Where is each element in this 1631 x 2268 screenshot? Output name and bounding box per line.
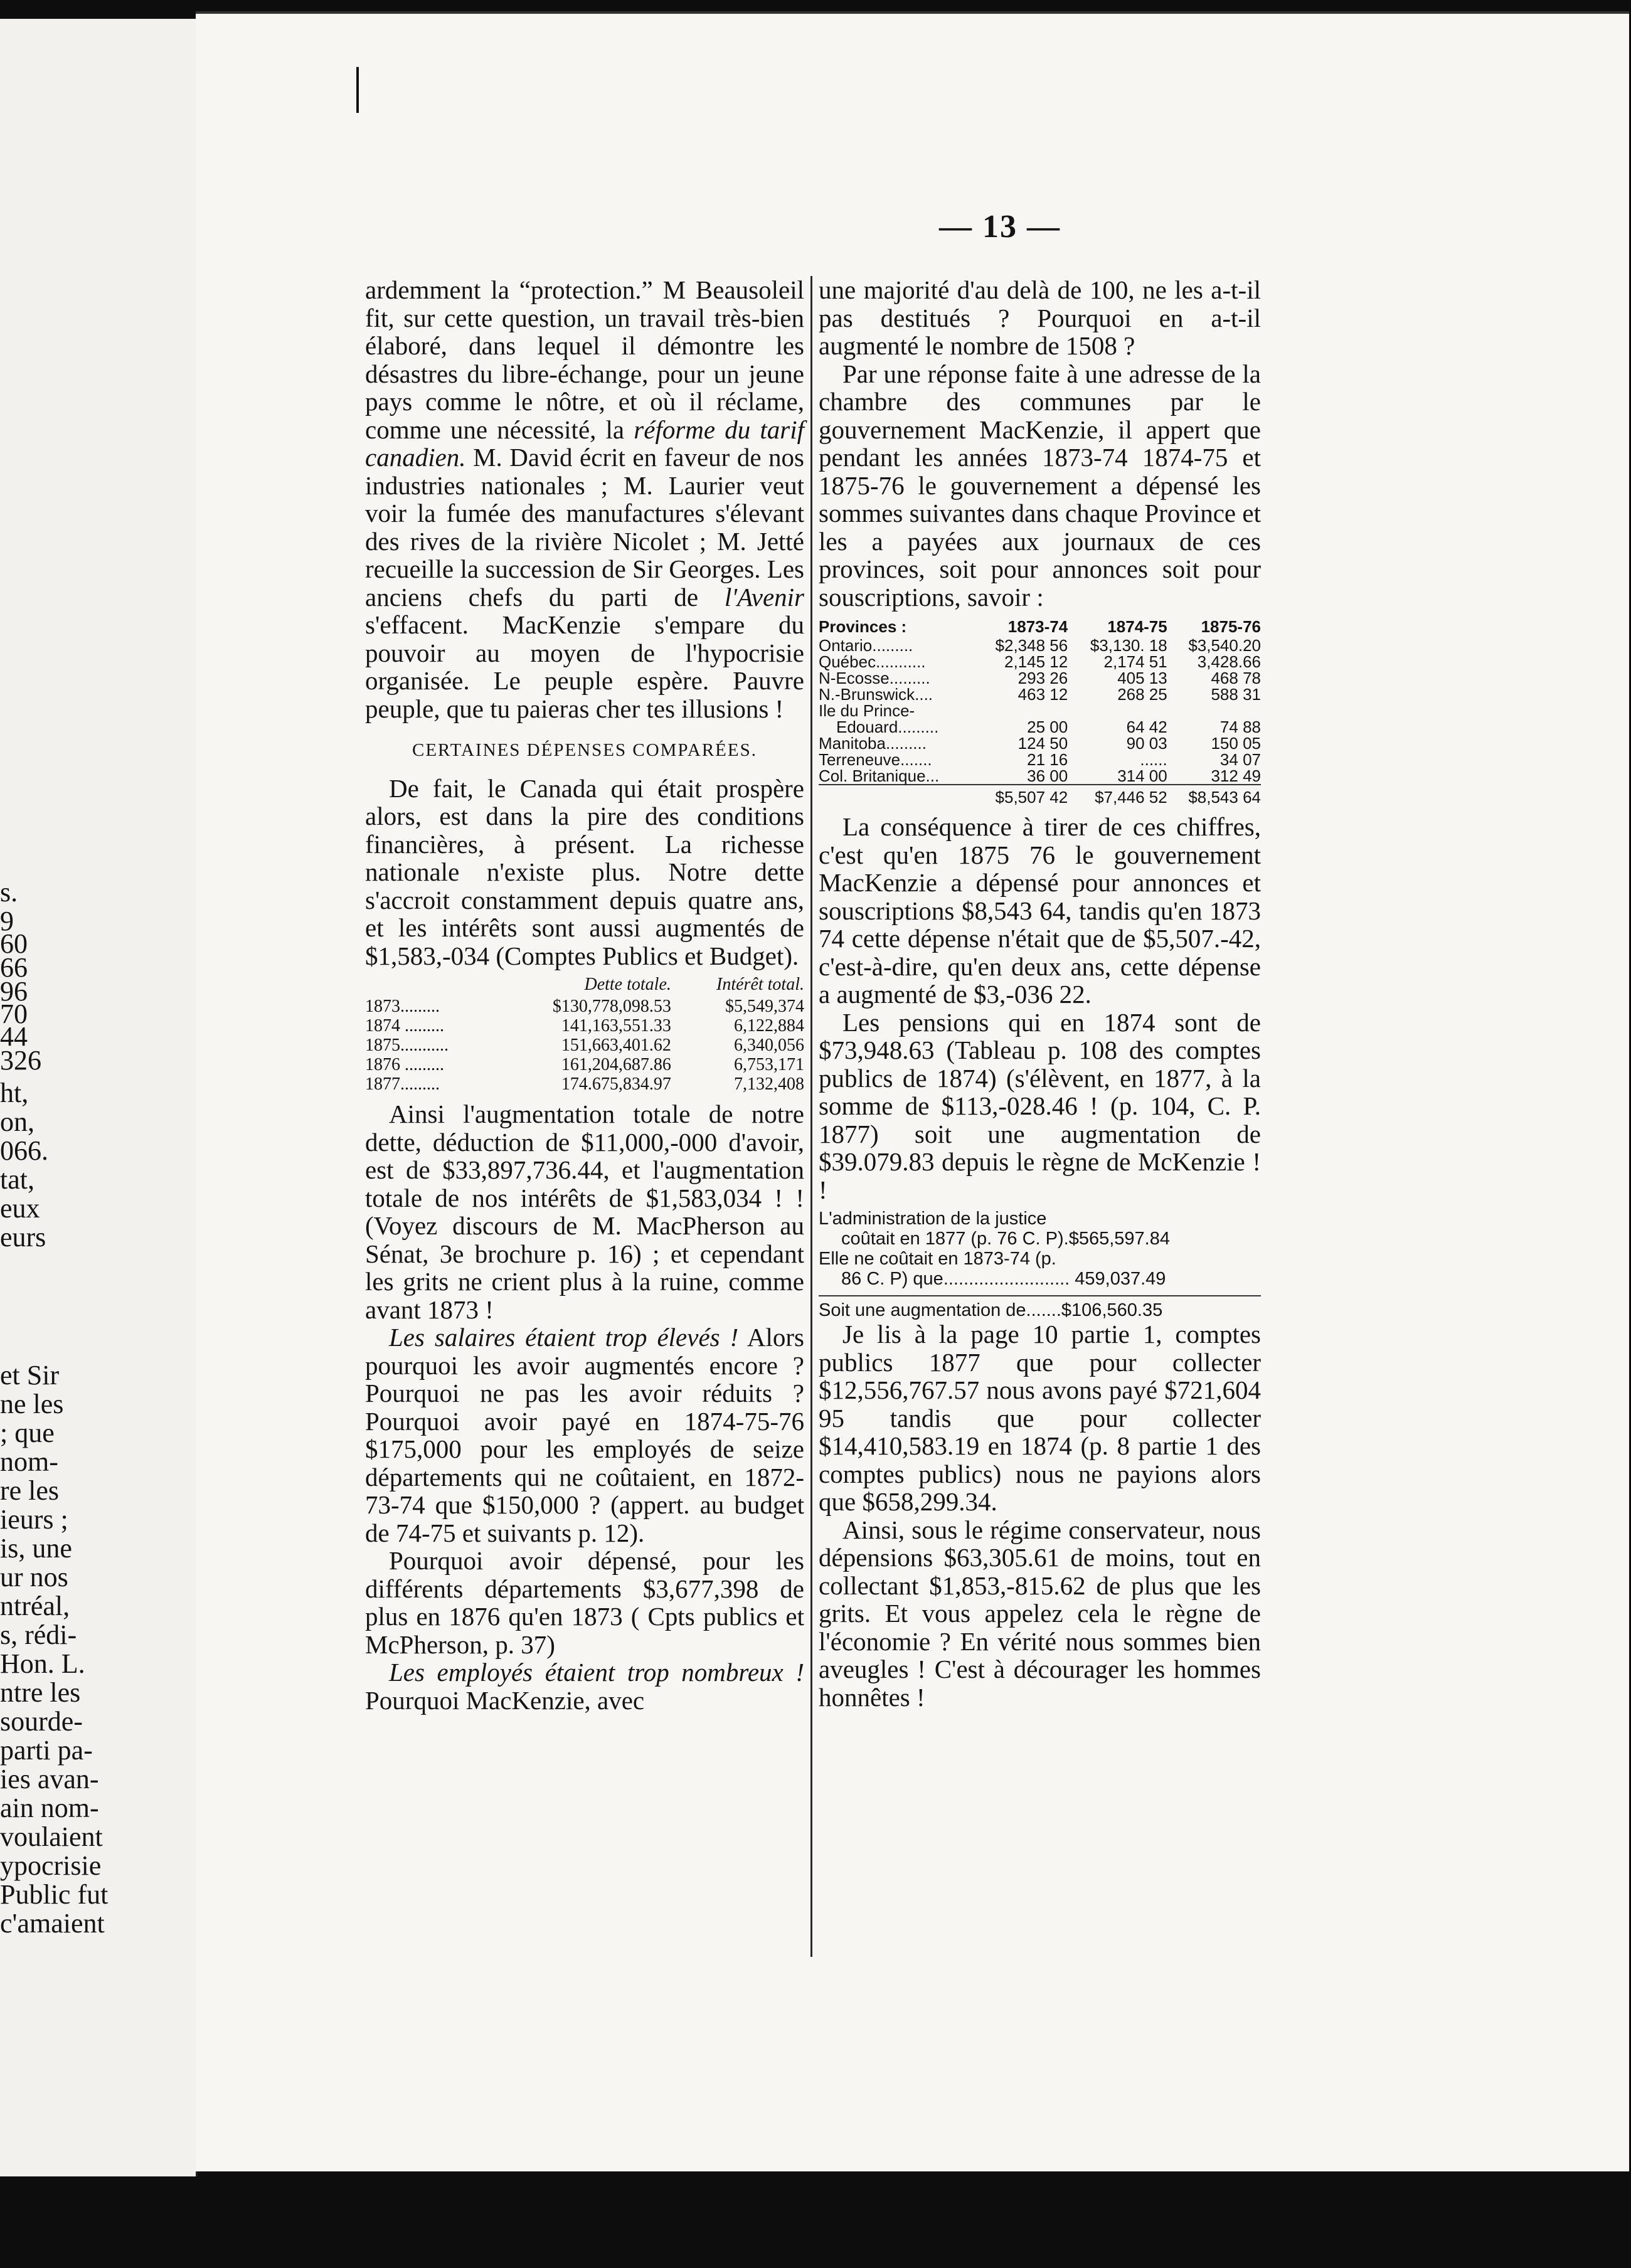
paragraph-text: Pourquoi MacKenzie, avec — [365, 1685, 645, 1715]
paragraph: La conséquence à tirer de ces chiffres, c'est qu'en 1875 76 le gouvernement MacKenzie a dépensé pour annonces et souscriptions $8,543 64, tandis qu'en 1873 74 cette dépense n'était que de $5,507.-42, c'est-à-dire, qu'en deux ans, cette dépense a augmenté de $3,-036 22. — [819, 812, 1261, 1009]
left-page-fragment: nom- — [0, 1446, 58, 1477]
left-page-fragment: parti pa- — [0, 1735, 93, 1766]
province-cell: Ile du Prince- — [819, 701, 915, 720]
amount-cell: 312 49 — [1211, 766, 1261, 785]
left-facing-page — [0, 19, 198, 2176]
table-row — [819, 637, 1261, 654]
left-page-fragment: eux — [0, 1193, 40, 1224]
total-cell: $5,507 42 — [974, 785, 1068, 805]
italic-text: Les salaires étaient trop élevés ! — [389, 1323, 739, 1352]
province-cell: Edouard......... — [836, 718, 939, 736]
amount-cell: $2,348 56 — [995, 636, 1068, 655]
table-row — [819, 751, 1261, 768]
column-header: Intérêt total. — [716, 975, 804, 994]
left-page-fragment: Public fut — [0, 1879, 109, 1910]
debt-table-header — [365, 975, 804, 997]
amount-cell: 268 25 — [1117, 685, 1167, 704]
year-cell: 1877......... — [365, 1074, 440, 1094]
summary-line: Soit une augmentation de.......$106,560.35 — [819, 1300, 1163, 1320]
left-page-fragment: Hon. L. — [0, 1648, 85, 1679]
amount-cell — [1167, 702, 1261, 719]
amount-cell: 2,174 51 — [1103, 652, 1167, 671]
paragraph: Ainsi l'augmentation totale de notre dette, déduction de $11,000,-000 d'avoir, est de $33,897,736.44, et l'augmentation totale de nos intérêts de $1,583,034 ! ! (Voyez discours de M. MacPherson au Sénat, 3e brochure p. 16) ; et cependant les grits ne crient plus à la ruine, comme avant 1873 ! — [365, 1100, 804, 1324]
amount-cell: 314 00 — [1117, 766, 1167, 785]
right-column — [819, 276, 1261, 1711]
provinces-table — [819, 618, 1261, 805]
left-page-fragment: 44 — [0, 1021, 28, 1052]
table-row — [365, 1036, 804, 1055]
column-header: Dette totale. — [584, 975, 671, 994]
paragraph-text: M. David écrit en faveur de nos industries nationales ; M. Laurier veut voir la fumée des manufactures s'élevant des rives de la rivière Nicolet ; M. Jetté recueille la succession de Sir Georges. Les anciens chefs du parti de — [365, 443, 804, 612]
paragraph: Par une réponse faite à une adresse de la chambre des communes par le gouvernement MacKenzie, il appert que pendant les années 1873-74 1874-75 et 1875-76 le gouvernement a dépensé les sommes suivantes dans chaque Province et les a payées aux journaux de ces provinces, soit pour annonces soit pour souscriptions, savoir : — [819, 359, 1261, 612]
amount-cell: 3,428.66 — [1197, 652, 1261, 671]
left-page-fragment: ieurs ; — [0, 1504, 68, 1535]
province-cell: N.-Brunswick.... — [819, 685, 933, 704]
paragraph — [365, 1658, 804, 1714]
left-page-fragment: ies avan- — [0, 1764, 99, 1794]
left-page-fragment: s, rédi- — [0, 1619, 77, 1650]
left-page-fragment: ; que — [0, 1417, 55, 1448]
interest-cell: 6,340,056 — [734, 1036, 804, 1055]
province-cell: N-Ecosse......... — [819, 669, 930, 687]
left-page-fragment: ain nom- — [0, 1793, 99, 1823]
table-row — [819, 702, 1261, 719]
table-row — [365, 1074, 804, 1094]
left-page-fragment: eurs — [0, 1222, 46, 1253]
provinces-table-header — [819, 618, 1261, 637]
paragraph: Ainsi, sous le régime conservateur, nous dépensions $63,305.61 de moins, tout en collectant $1,853,-815.62 de plus que les grits. Et vous appelez cela le règne de l'économie ? En vérité nous sommes bien aveugles ! C'est à décourager les hommes honnêtes ! — [819, 1515, 1261, 1712]
summary-line: coûtait en 1877 (p. 76 C. P).$565,597.84 — [841, 1229, 1170, 1249]
table-row — [819, 686, 1261, 702]
debt-cell: 141,163,551.33 — [561, 1016, 671, 1036]
book-page — [196, 11, 1629, 2171]
italic-text: l'Avenir — [724, 582, 804, 612]
amount-cell: 64 42 — [1126, 718, 1167, 736]
amount-cell: 463 12 — [1017, 685, 1068, 704]
debt-cell: 151,663,401.62 — [561, 1036, 671, 1055]
year-cell: 1876 ......... — [365, 1055, 444, 1074]
interest-cell: 6,753,171 — [734, 1055, 804, 1074]
province-cell: Québec........... — [819, 652, 926, 671]
column-header: 1873-74 — [1007, 617, 1068, 636]
province-cell: Terreneuve....... — [819, 750, 932, 769]
totals-label-cell — [819, 785, 974, 805]
amount-cell: $3,130. 18 — [1090, 636, 1167, 655]
paragraph: Les pensions qui en 1874 sont de $73,948.63 (Tableau p. 108 des comptes publics de 1874) (s'élèvent, en 1877, à la somme de $113,-028.46 ! (p. 104, C. P. 1877) soit une augmentation de $39.079.83 depuis le règne de McKenzie ! ! — [819, 1007, 1261, 1204]
amount-cell: 293 26 — [1017, 669, 1068, 687]
total-cell: $8,543 64 — [1167, 785, 1261, 805]
left-page-fragment: 70 — [0, 999, 28, 1029]
left-page-fragment: 66 — [0, 952, 28, 983]
left-page-fragment: 60 — [0, 928, 28, 959]
left-page-fragment: tat, — [0, 1164, 35, 1195]
left-page-fragment: s. — [0, 877, 18, 908]
left-page-fragment: 326 — [0, 1045, 41, 1076]
province-cell: Col. Britanique... — [819, 766, 940, 785]
amount-cell: 90 03 — [1126, 734, 1167, 753]
table-row — [365, 1016, 804, 1036]
amount-cell: 25 00 — [1027, 718, 1068, 736]
total-cell: $7,446 52 — [1068, 785, 1167, 805]
page-number: — 13 — — [939, 209, 1061, 245]
left-page-fragment: ntre les — [0, 1677, 81, 1708]
table-row — [365, 997, 804, 1016]
amount-cell: ...... — [1140, 750, 1167, 769]
amount-cell: 74 88 — [1219, 718, 1261, 736]
ink-tick-mark: | — [353, 58, 363, 114]
totals-row — [819, 785, 1261, 805]
debt-cell: 161,204,687.86 — [561, 1055, 671, 1074]
left-page-fragment: 066. — [0, 1135, 48, 1166]
paragraph: Je lis à la page 10 partie 1, comptes publics 1877 que pour collecter $12,556,767.57 nous avons payé $721,604 95 tandis que pour collecter $14,410,583.19 en 1874 (p. 8 partie 1 des comptes publics) nous ne payions alors que $658,299.34. — [819, 1320, 1261, 1516]
summary-line: L'administration de la justice — [819, 1209, 1047, 1229]
debt-cell: $130,778,098.53 — [552, 997, 671, 1016]
amount-cell: 405 13 — [1117, 669, 1167, 687]
table-row — [819, 768, 1261, 785]
year-cell: 1875........... — [365, 1036, 449, 1055]
left-page-fragment: ht, — [0, 1078, 29, 1108]
paragraph-text: s'effacent. MacKenzie s'empare du pouvoir au moyen de l'hypocrisie organisée. Le peuple espère. Pauvre peuple, que tu paieras cher tes illusions ! — [365, 610, 804, 723]
column-header: 1874-75 — [1107, 617, 1167, 636]
left-page-fragment: on, — [0, 1106, 35, 1137]
paragraph — [365, 1323, 804, 1547]
table-row — [819, 654, 1261, 670]
left-page-fragment: ntréal, — [0, 1591, 70, 1621]
amount-cell: 150 05 — [1211, 734, 1261, 753]
table-row — [819, 719, 1261, 735]
amount-cell: 2,145 12 — [1004, 652, 1068, 671]
summary-line: Elle ne coûtait en 1873-74 (p. — [819, 1249, 1056, 1269]
interest-cell: $5,549,374 — [725, 997, 804, 1016]
section-heading: CERTAINES DÉPENSES COMPARÉES. — [412, 740, 757, 760]
amount-cell — [1068, 702, 1167, 719]
left-page-fragment: re les — [0, 1475, 60, 1506]
year-cell: 1873......... — [365, 997, 440, 1016]
amount-cell: 34 07 — [1219, 750, 1261, 769]
debt-table — [365, 975, 804, 1094]
left-column — [365, 276, 804, 1714]
summary-line: 86 C. P) que......................... 459,037.49 — [841, 1269, 1166, 1289]
debt-cell: 174.675,834.97 — [561, 1074, 671, 1094]
left-page-fragment: ypocrisie — [0, 1850, 102, 1881]
italic-text: Les employés étaient trop nombreux ! — [389, 1658, 804, 1687]
amount-cell: 36 00 — [1027, 766, 1068, 785]
paragraph: De fait, le Canada qui était prospère alors, est dans la pire des conditions financières, à présent. La richesse nationale n'existe plus. Notre dette s'accroit constamment depuis quatre ans, et les intérêts sont aussi augmentés de $1,583,-034 (Comptes Publics et Budget). — [365, 773, 804, 970]
table-row — [819, 735, 1261, 751]
italic-text: réforme du tarif canadien. — [365, 415, 805, 472]
paragraph-text: Alors pourquoi les avoir augmentés encore ? Pourquoi ne pas les avoir réduits ? Pourquoi avoir payé en 1874-75-76 $175,000 pour les employés de seize départements qui ne coûtaient, en 1872-73-74 que $150,000 ? (appert. au budget de 74-75 et suivants p. 12). — [365, 1323, 804, 1547]
province-cell: Ontario......... — [819, 636, 913, 655]
left-page-fragment: c'amaient — [0, 1908, 105, 1939]
justice-summary — [819, 1209, 1261, 1320]
amount-cell: 21 16 — [1027, 750, 1068, 769]
paragraph — [365, 276, 804, 723]
left-page-fragment: ne les — [0, 1389, 64, 1419]
paragraph: Pourquoi avoir dépensé, pour les différents départements $3,677,398 de plus en 1876 qu'en 1873 ( Cpts publics et McPherson, p. 37) — [365, 1546, 804, 1659]
year-cell: 1874 ......... — [365, 1016, 444, 1036]
column-divider — [810, 276, 812, 1957]
table-row — [819, 670, 1261, 686]
summary-rule — [819, 1295, 1261, 1296]
amount-cell: 588 31 — [1211, 685, 1261, 704]
left-page-fragment: et Sir — [0, 1360, 60, 1391]
table-row — [365, 1055, 804, 1074]
amount-cell: $3,540.20 — [1188, 636, 1261, 655]
paragraph: une majorité d'au delà de 100, ne les a-t-il pas destitués ? Pourquoi en a-t-il augmenté le nombre de 1508 ? — [819, 275, 1261, 360]
interest-cell: 6,122,884 — [734, 1016, 804, 1036]
amount-cell: 124 50 — [1017, 734, 1068, 753]
left-page-fragment: is, une — [0, 1533, 72, 1564]
column-header: Provinces : — [819, 617, 907, 636]
left-page-fragment: sourde- — [0, 1706, 83, 1737]
province-cell: Manitoba......... — [819, 734, 927, 753]
paragraph-text: ardemment la “protection.” M Beausoleil fit, sur cette question, un travail très-bien élaboré, dans lequel il démontre les désastres du libre-échange, pour un jeune pays comme le nôtre, et où il réclame, comme une nécessité, la — [365, 275, 804, 444]
interest-cell: 7,132,408 — [734, 1074, 804, 1094]
amount-cell — [974, 702, 1068, 719]
column-header: 1875-76 — [1201, 617, 1261, 636]
left-page-fragment: 96 — [0, 976, 28, 1007]
left-page-fragment: voulaient — [0, 1821, 103, 1852]
left-page-fragment: ur nos — [0, 1562, 68, 1592]
amount-cell: 468 78 — [1211, 669, 1261, 687]
left-page-fragment: 9 — [0, 906, 14, 936]
